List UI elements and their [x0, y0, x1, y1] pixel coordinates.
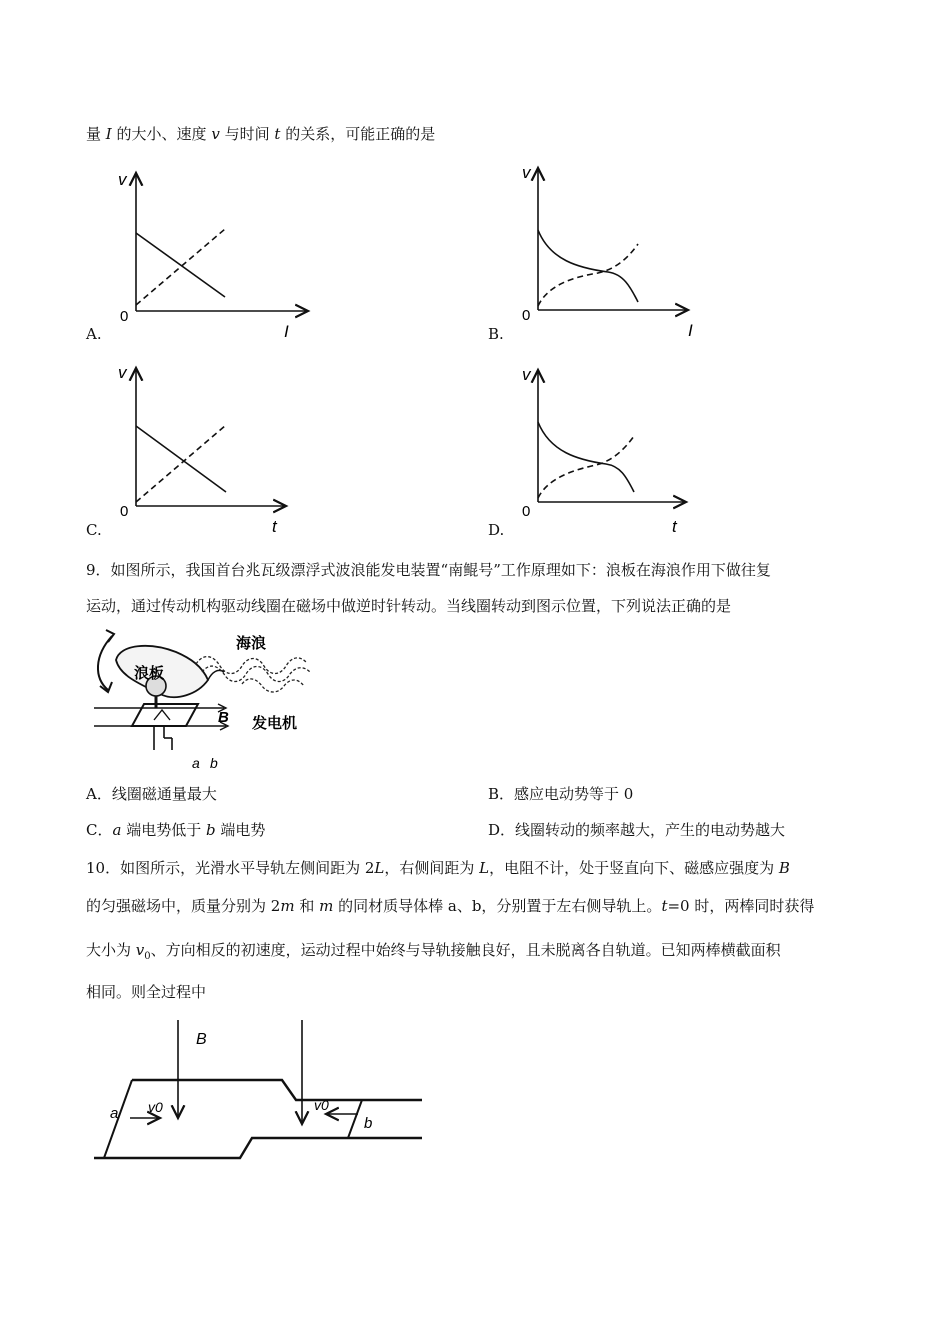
solid-line: [136, 233, 225, 297]
y-axis-label: v: [118, 363, 127, 382]
q10-l1-L: L: [374, 859, 385, 877]
intro-mid2: 与时间: [224, 125, 270, 143]
label-B1: B: [196, 1031, 207, 1048]
swing-arrow: [98, 636, 112, 690]
q10-l2-m: m: [280, 897, 295, 915]
label-B: B: [218, 709, 229, 726]
q10-l3-sub: 0: [144, 951, 151, 962]
label-v0-left: v0: [148, 1099, 163, 1115]
dashed-line: [136, 229, 225, 305]
q10-l3b: 、方向相反的初速度，运动过程中始终与导轨接触良好，且未脱离各自轨道。已知两棒横截面积: [150, 941, 781, 959]
q10-l2d: =0 时，两棒同时获得: [667, 897, 815, 915]
origin-label: 0: [522, 307, 531, 324]
q10-l1c: ，电阻不计，处于竖直向下、磁感应强度为: [489, 859, 779, 877]
q9-option-a: A．线圈磁通量最大: [86, 785, 217, 803]
q10-l1-L2: L: [479, 859, 490, 877]
origin-label: 0: [120, 503, 129, 520]
q10-l3-v: v: [135, 941, 145, 959]
q9-option-c-prefix: C．: [86, 821, 113, 839]
q9-option-c: [86, 820, 265, 840]
origin-label: 0: [120, 308, 129, 325]
q9-stem-line-1: 9．如图所示，我国首台兆瓦级漂浮式波浪能发电装置“南鲲号”工作原理如下：浪板在海浪作用下做往复: [86, 561, 771, 579]
x-axis-label: t: [272, 517, 277, 536]
option-label-d: D.: [488, 521, 505, 539]
q9-option-b: B．感应电动势等于 0: [488, 785, 634, 803]
dashed-curve: [538, 244, 638, 306]
label-b: b: [364, 1115, 373, 1132]
graph-c-svg: [86, 360, 326, 540]
q10-l2-m2: m: [319, 897, 334, 915]
q9-option-c-b: b: [205, 821, 216, 839]
label-a: a: [110, 1105, 119, 1122]
q10-l1b: ，右侧间距为: [384, 859, 480, 877]
label-a: a: [192, 755, 200, 771]
lower-rail: [94, 1138, 422, 1158]
q10-rail-figure: [86, 1014, 436, 1174]
solid-curve: [538, 230, 638, 302]
intro-suffix: 的关系，可能正确的是: [285, 125, 436, 143]
dashed-curve: [538, 436, 634, 498]
q10-l2a: 的匀强磁场中，质量分别为 2: [86, 897, 281, 915]
label-b: b: [210, 755, 218, 771]
option-label-c: C.: [86, 521, 102, 539]
q10-line-2: [86, 896, 814, 916]
option-label-a: A.: [86, 325, 102, 343]
intro-symbol-v: v: [211, 125, 220, 143]
option-graph-b: [488, 160, 728, 345]
option-graph-d: [488, 360, 728, 540]
x-axis-label: I: [688, 321, 693, 340]
label-v0-right: v0: [314, 1097, 329, 1113]
label-generator: 发电机: [252, 715, 298, 732]
intro-symbol-I: I: [105, 125, 112, 143]
graph-b-svg: [488, 160, 728, 345]
y-axis-label: v: [522, 365, 531, 384]
q10-l3a: 大小为: [86, 941, 136, 959]
graph-d-svg: [488, 360, 728, 540]
x-axis-label: I: [284, 322, 289, 341]
q10-line-1: [86, 858, 790, 878]
upper-rail: [132, 1080, 422, 1100]
q10-l1a: 10．如图所示，光滑水平导轨左侧间距为 2: [86, 859, 375, 877]
x-axis-label: t: [672, 517, 677, 536]
q9-option-c-a: a: [112, 821, 122, 839]
intro-line: [86, 124, 435, 144]
rail-diagram: [86, 1014, 436, 1174]
label-wave-plate: 浪板: [134, 665, 165, 682]
y-axis-label: v: [118, 170, 127, 189]
q9-stem-line-2: 运动，通过传动机构驱动线圈在磁场中做逆时针转动。当线圈转动到图示位置，下列说法正确的是: [86, 597, 732, 615]
intro-prefix: 量: [86, 125, 102, 143]
q9-generator-figure: [86, 622, 326, 772]
q10-line-4: 相同。则全过程中: [86, 983, 207, 1001]
sea-wave-1: [196, 657, 306, 674]
q9-option-d: D．线圈转动的频率越大，产生的电动势越大: [488, 821, 786, 839]
intro-symbol-t: t: [274, 125, 281, 143]
option-label-b: B.: [488, 325, 504, 343]
rod-b: [342, 1100, 362, 1138]
y-axis-label: v: [522, 163, 531, 182]
origin-label: 0: [522, 503, 531, 520]
q9-option-c-suffix: 端电势: [215, 821, 266, 839]
graph-a-svg: [86, 165, 326, 345]
q9-option-c-mid: 端电势低于: [121, 821, 206, 839]
q10-l2-t: t: [661, 897, 668, 915]
intro-mid1: 的大小、速度: [116, 125, 207, 143]
coil: [132, 704, 198, 726]
q10-l2b: 和: [294, 897, 320, 915]
option-graph-a: [86, 165, 326, 345]
q10-line-3: [86, 940, 781, 967]
generator-diagram: [86, 622, 326, 772]
option-graph-c: [86, 360, 326, 540]
q10-l2c: 的同材质导体棒 a、b，分别置于左右侧导轨上。: [333, 897, 662, 915]
q10-l1-B: B: [778, 859, 790, 877]
label-sea-wave: 海浪: [236, 635, 267, 652]
sea-wave-2: [202, 666, 310, 681]
